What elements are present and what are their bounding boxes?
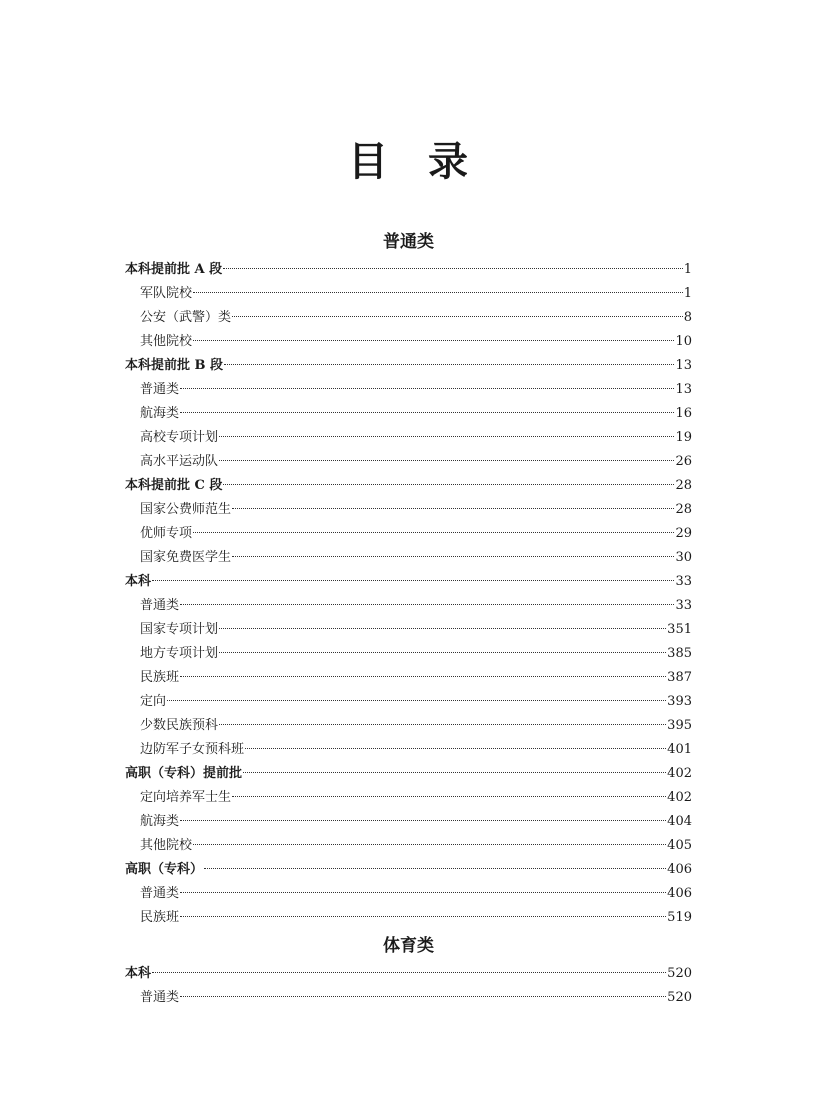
toc-entry-label: 优师专项 — [140, 526, 193, 541]
toc-entry-page-number: 1 — [683, 286, 692, 301]
dot-leader — [204, 868, 666, 869]
toc-entry-secondary[interactable] — [125, 834, 692, 858]
toc-entry-label: 本科 — [125, 966, 152, 981]
dot-leader — [223, 268, 683, 269]
toc-entry-secondary[interactable] — [125, 402, 692, 426]
toc-entry-secondary[interactable] — [125, 498, 692, 522]
toc-entry-label: 本科提前批 B 段 — [125, 358, 224, 373]
toc-entry-label: 其他院校 — [140, 334, 193, 349]
toc-entry-label: 本科提前批 C 段 — [125, 478, 223, 493]
dot-leader — [219, 724, 666, 725]
toc-entry-label: 定向 — [140, 694, 167, 709]
toc-entry-page-number: 402 — [667, 766, 692, 781]
toc-entry-page-number: 33 — [675, 598, 692, 613]
toc-entry-label: 其他院校 — [140, 838, 193, 853]
toc-entry-page-number: 404 — [667, 814, 692, 829]
dot-leader — [180, 412, 674, 413]
toc-entry-page-number: 19 — [675, 430, 692, 445]
toc-entry-secondary[interactable] — [125, 426, 692, 450]
dot-leader — [180, 388, 674, 389]
toc-entry-page-number: 13 — [675, 358, 692, 373]
toc-entry-secondary[interactable] — [125, 546, 692, 570]
toc-entry-page-number: 520 — [667, 990, 692, 1005]
toc-entry-label: 定向培养军士生 — [140, 790, 232, 805]
toc-entry-page-number: 393 — [667, 694, 692, 709]
toc-entry-label: 少数民族预科 — [140, 718, 219, 733]
toc-entry-label: 高职（专科） — [125, 862, 204, 877]
toc-entry-primary[interactable] — [125, 474, 692, 498]
toc-entry-secondary[interactable] — [125, 306, 692, 330]
dot-leader — [232, 796, 666, 797]
dot-leader — [180, 892, 666, 893]
dot-leader — [193, 340, 674, 341]
toc-entry-label: 高校专项计划 — [140, 430, 219, 445]
toc-entry-page-number: 10 — [675, 334, 692, 349]
dot-leader — [232, 508, 674, 509]
toc-entry-label: 军队院校 — [140, 286, 193, 301]
toc-entry-page-number: 406 — [667, 862, 692, 877]
toc-entry-primary[interactable] — [125, 258, 692, 282]
dot-leader — [245, 748, 666, 749]
toc-entry-page-number: 8 — [683, 310, 692, 325]
toc-entry-page-number: 1 — [683, 262, 692, 277]
toc-entry-secondary[interactable] — [125, 738, 692, 762]
toc-entry-page-number: 29 — [675, 526, 692, 541]
toc-entry-primary[interactable] — [125, 962, 692, 986]
toc-entry-label: 国家专项计划 — [140, 622, 219, 637]
dot-leader — [167, 700, 666, 701]
toc-entry-page-number: 13 — [675, 382, 692, 397]
toc-entry-secondary[interactable] — [125, 906, 692, 930]
dot-leader — [219, 436, 674, 437]
toc-entry-label: 本科提前批 A 段 — [125, 262, 223, 277]
dot-leader — [219, 628, 666, 629]
toc-entry-secondary[interactable] — [125, 378, 692, 402]
table-of-contents — [125, 230, 692, 1010]
dot-leader — [193, 292, 683, 293]
toc-entry-primary[interactable] — [125, 354, 692, 378]
section-heading: 普通类 — [383, 232, 434, 252]
toc-entry-page-number: 405 — [667, 838, 692, 853]
toc-entry-page-number: 520 — [667, 966, 692, 981]
section-heading: 体育类 — [383, 936, 434, 956]
toc-entry-label: 公安（武警）类 — [140, 310, 232, 325]
toc-entry-secondary[interactable] — [125, 330, 692, 354]
toc-entry-label: 本科 — [125, 574, 152, 589]
dot-leader — [152, 972, 666, 973]
toc-entry-page-number: 28 — [675, 502, 692, 517]
toc-entry-label: 航海类 — [140, 814, 180, 829]
toc-entry-label: 普通类 — [140, 886, 180, 901]
dot-leader — [193, 844, 666, 845]
toc-entry-label: 高职（专科）提前批 — [125, 766, 243, 781]
toc-entry-label: 普通类 — [140, 382, 180, 397]
toc-entry-secondary[interactable] — [125, 450, 692, 474]
toc-entry-secondary[interactable] — [125, 986, 692, 1010]
toc-entry-page-number: 16 — [675, 406, 692, 421]
dot-leader — [243, 772, 666, 773]
toc-entry-page-number: 28 — [675, 478, 692, 493]
dot-leader — [152, 580, 674, 581]
toc-entry-label: 航海类 — [140, 406, 180, 421]
dot-leader — [232, 316, 683, 317]
toc-entry-page-number: 395 — [667, 718, 692, 733]
toc-entry-secondary[interactable] — [125, 786, 692, 810]
toc-entry-page-number: 26 — [675, 454, 692, 469]
toc-entry-primary[interactable] — [125, 858, 692, 882]
toc-entry-label: 普通类 — [140, 990, 180, 1005]
toc-entry-page-number: 33 — [675, 574, 692, 589]
toc-entry-secondary[interactable] — [125, 282, 692, 306]
toc-entry-secondary[interactable] — [125, 690, 692, 714]
toc-entry-secondary[interactable] — [125, 594, 692, 618]
toc-entry-page-number: 387 — [667, 670, 692, 685]
toc-entry-secondary[interactable] — [125, 522, 692, 546]
toc-entry-primary[interactable] — [125, 762, 692, 786]
toc-entry-label: 国家免费医学生 — [140, 550, 232, 565]
toc-entry-page-number: 351 — [667, 622, 692, 637]
toc-entry-label: 边防军子女预科班 — [140, 742, 245, 757]
toc-entry-primary[interactable] — [125, 570, 692, 594]
dot-leader — [224, 364, 674, 365]
toc-entry-secondary[interactable] — [125, 714, 692, 738]
dot-leader — [180, 676, 666, 677]
toc-entry-page-number: 30 — [675, 550, 692, 565]
toc-entry-label: 民族班 — [140, 670, 180, 685]
toc-entry-page-number: 385 — [667, 646, 692, 661]
dot-leader — [180, 604, 674, 605]
toc-entry-secondary[interactable] — [125, 642, 692, 666]
dot-leader — [180, 916, 666, 917]
toc-entry-secondary[interactable] — [125, 882, 692, 906]
dot-leader — [223, 484, 674, 485]
toc-entry-label: 地方专项计划 — [140, 646, 219, 661]
toc-entry-page-number: 519 — [667, 910, 692, 925]
toc-entry-label: 普通类 — [140, 598, 180, 613]
toc-entry-label: 民族班 — [140, 910, 180, 925]
page-title: 目 录 — [348, 138, 468, 185]
dot-leader — [219, 460, 674, 461]
dot-leader — [219, 652, 666, 653]
dot-leader — [232, 556, 674, 557]
toc-entry-secondary[interactable] — [125, 666, 692, 690]
toc-entry-secondary[interactable] — [125, 618, 692, 642]
toc-entry-page-number: 406 — [667, 886, 692, 901]
toc-entry-page-number: 402 — [667, 790, 692, 805]
toc-entry-page-number: 401 — [667, 742, 692, 757]
dot-leader — [180, 996, 666, 997]
dot-leader — [180, 820, 666, 821]
toc-entry-secondary[interactable] — [125, 810, 692, 834]
dot-leader — [193, 532, 674, 533]
toc-entry-label: 高水平运动队 — [140, 454, 219, 469]
toc-entry-label: 国家公费师范生 — [140, 502, 232, 517]
